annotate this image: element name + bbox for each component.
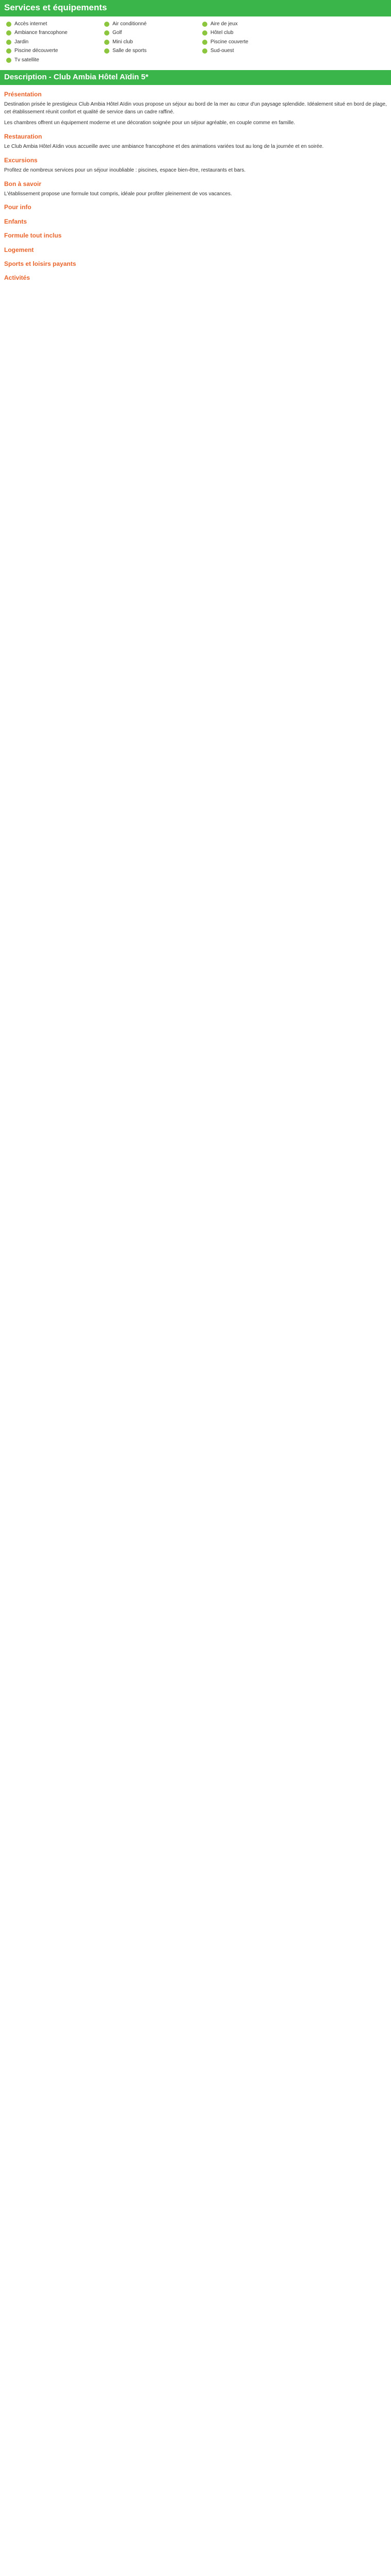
service-label: Air conditionné: [112, 21, 147, 27]
description-body: [0, 90, 391, 283]
service-item: [6, 21, 99, 28]
paragraph: Les chambres offrent un équipement moderne et une décoration soignée pour un séjour agréable, en couple comme en famille.: [4, 120, 296, 126]
bullet-icon: [6, 40, 11, 45]
service-item: [202, 21, 295, 28]
service-label: Piscine découverte: [14, 48, 58, 54]
service-label: Piscine couverte: [210, 39, 249, 45]
paragraph: Profitez de nombreux services pour un séjour inoubliable : piscines, espace bien-être, restaurants et bars.: [4, 167, 246, 174]
section-heading-excursions: Excursions: [4, 156, 38, 164]
paragraph: Destination prisée le prestigieux Club Ambia Hôtel Aïdin vous propose un séjour au bord de la mer au cœur d'un paysage splendide. Idéalement situé en bord de plage, cet établissement réunit confort et qualité de service dans un cadre raffiné.: [4, 101, 387, 115]
service-item: [6, 29, 99, 37]
service-label: Jardin: [14, 39, 29, 45]
section-heading-logement: Logement: [4, 246, 34, 253]
service-item: [6, 39, 99, 46]
paragraph: Le Club Ambia Hôtel Aïdin vous accueille avec une ambiance francophone et des animations variées tout au long de la journée et en soirée.: [4, 144, 324, 150]
service-item: [202, 29, 295, 37]
service-label: Ambiance francophone: [14, 30, 68, 36]
section-heading-sports: Sports et loisirs payants: [4, 260, 76, 268]
service-label: Sud-ouest: [210, 48, 234, 54]
bullet-icon: [6, 30, 11, 36]
bullet-icon: [202, 30, 207, 36]
section-heading-pour-info: Pour info: [4, 204, 31, 211]
service-label: Accès internet: [14, 21, 47, 27]
service-label: Hôtel club: [210, 30, 234, 36]
service-label: Tv satellite: [14, 57, 39, 63]
section-heading-activites: Activités: [4, 274, 30, 282]
bullet-icon: [6, 48, 11, 54]
service-item: [104, 21, 197, 28]
section-heading-formule: Formule tout inclus: [4, 232, 62, 240]
bullet-icon: [104, 22, 109, 27]
bullet-icon: [104, 48, 109, 54]
service-item: [104, 29, 197, 37]
section-heading-enfants: Enfants: [4, 217, 27, 225]
bullet-icon: [6, 58, 11, 63]
bullet-icon: [202, 48, 207, 54]
bullet-icon: [104, 30, 109, 36]
service-item: [202, 39, 295, 46]
bullet-icon: [202, 22, 207, 27]
section-heading-bon-a-savoir: Bon à savoir: [4, 180, 42, 188]
service-item: [6, 57, 99, 64]
service-label: Mini club: [112, 39, 133, 45]
service-label: Golf: [112, 30, 122, 36]
service-item: [104, 39, 197, 46]
service-label: Aire de jeux: [210, 21, 238, 27]
service-item: [104, 47, 197, 55]
services-header: Services et équipements: [0, 0, 391, 16]
paragraph: L'établissement propose une formule tout compris, idéale pour profiter pleinement de vos vacances.: [4, 191, 232, 197]
service-label: Salle de sports: [112, 48, 147, 54]
service-item: [6, 47, 99, 55]
description-header: Description - Club Ambia Hôtel Aïdin 5*: [0, 70, 391, 85]
bullet-icon: [6, 22, 11, 27]
section-heading-presentation: Présentation: [4, 90, 42, 98]
bullet-icon: [104, 40, 109, 45]
services-grid: [0, 19, 300, 65]
service-item: [202, 47, 295, 55]
bullet-icon: [202, 40, 207, 45]
section-heading-restauration: Restauration: [4, 132, 42, 140]
